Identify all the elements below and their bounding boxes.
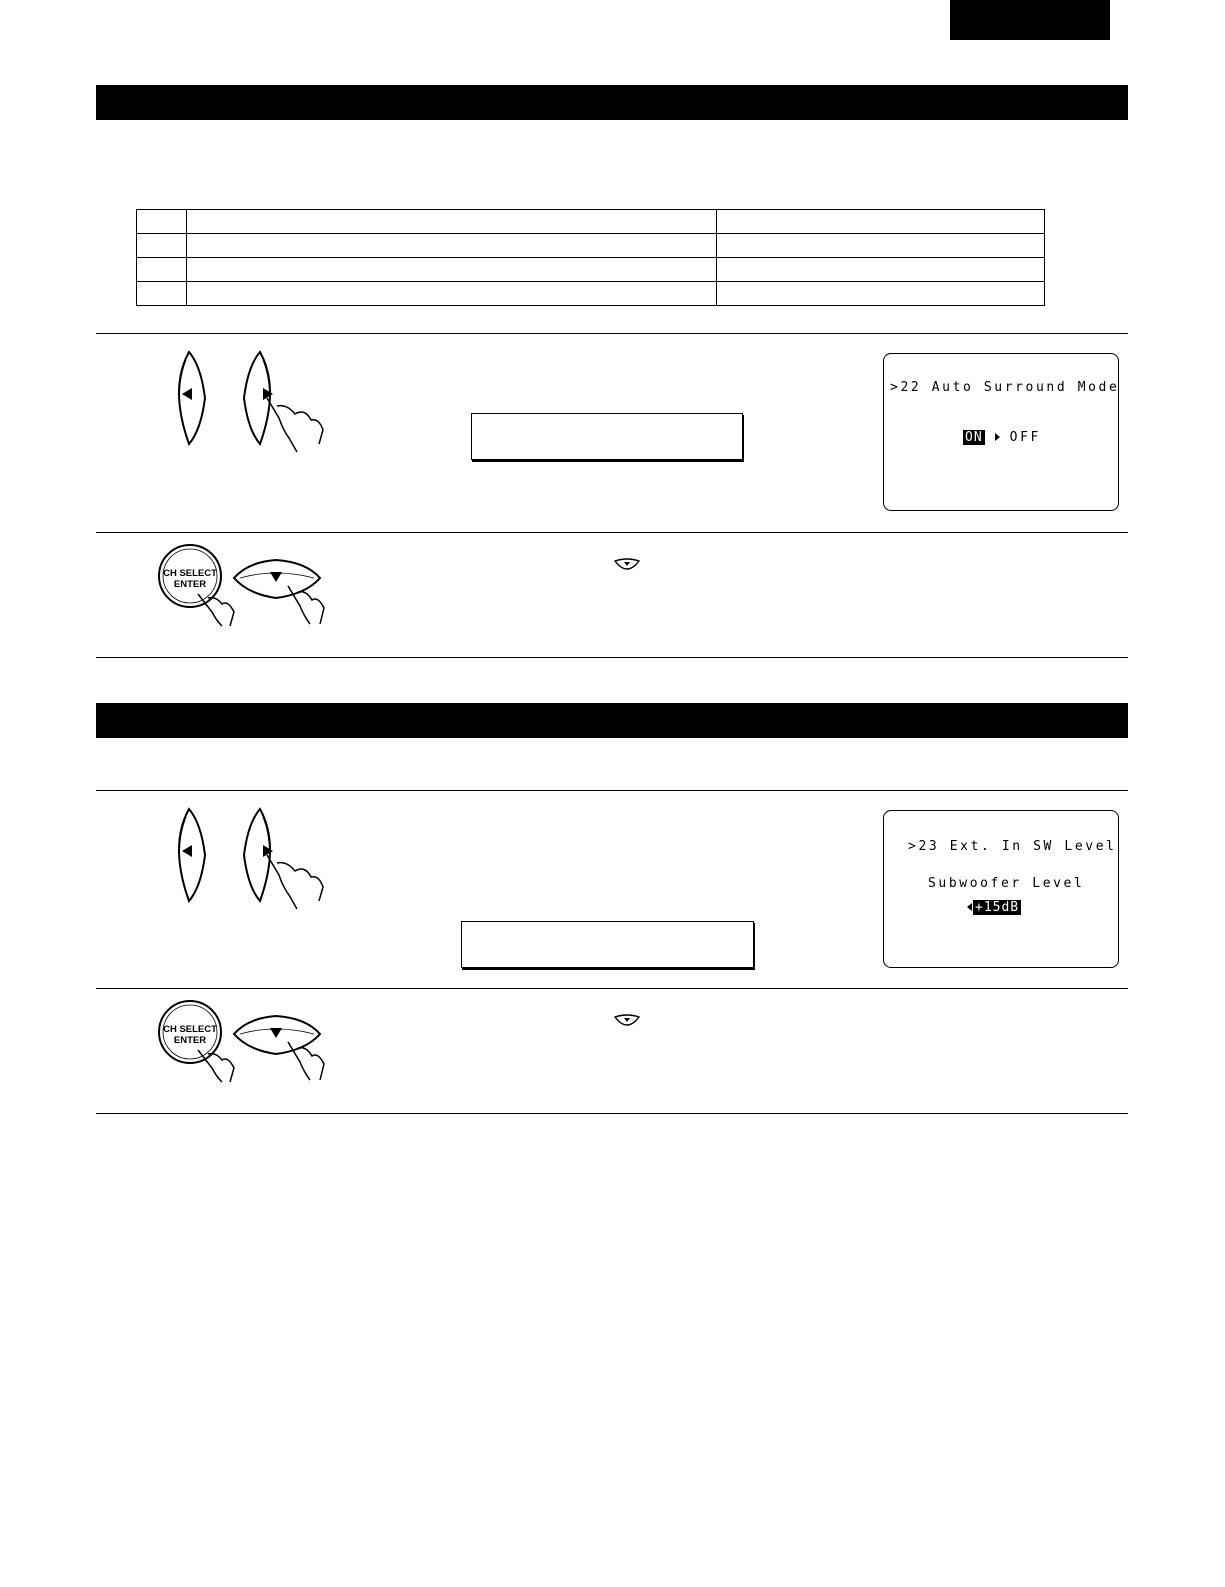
osd-selected-value: ON [965, 430, 983, 445]
enter-button-line-2: ENTER [173, 579, 207, 590]
table-row [137, 282, 1045, 306]
arrow-left-icon [967, 903, 972, 911]
osd-title: 22 Auto Surround Mode [900, 380, 1120, 395]
display-message-box [461, 921, 754, 968]
step-divider [96, 1113, 1128, 1114]
cursor-left-right-buttons-icon [155, 805, 335, 910]
step-divider [96, 988, 1128, 989]
section-header-bar-auto-surround [96, 85, 1128, 120]
osd-level-value: +15dB [975, 900, 1020, 915]
table-row [137, 210, 1045, 234]
osd-cursor-icon: > [890, 380, 901, 395]
cursor-left-right-buttons-icon [155, 348, 335, 453]
enter-and-down-buttons-icon [158, 998, 338, 1088]
arrow-right-icon [995, 433, 1000, 441]
down-cursor-small-icon [613, 558, 641, 570]
step-divider [96, 657, 1128, 658]
language-tab [950, 0, 1110, 40]
enter-button-line-1: CH SELECT [163, 568, 217, 579]
enter-button-line-1: CH SELECT [163, 1024, 217, 1035]
section-header-bar-ext-in-sw-level [96, 703, 1128, 738]
table-row [137, 258, 1045, 282]
osd-label: Subwoofer Level [928, 876, 1085, 891]
osd-cursor-icon: > [908, 839, 919, 854]
display-message-box [471, 413, 743, 460]
onscreen-display-ext-in-sw-level [883, 810, 1119, 968]
enter-button-line-2: ENTER [173, 1035, 207, 1046]
step-divider [96, 532, 1128, 533]
step-divider [96, 333, 1128, 334]
enter-and-down-buttons-icon [158, 542, 338, 632]
osd-title-line [890, 380, 1119, 395]
step-divider [96, 790, 1128, 791]
osd-title: 23 Ext. In SW Level [918, 839, 1117, 854]
osd-option-line [963, 430, 1041, 445]
surround-mode-table [136, 209, 1045, 306]
osd-value-line [967, 900, 1021, 915]
osd-option-value: OFF [1009, 430, 1041, 445]
osd-title-line [908, 839, 1117, 854]
table-row [137, 234, 1045, 258]
down-cursor-small-icon [613, 1014, 641, 1026]
onscreen-display-auto-surround [883, 353, 1119, 511]
